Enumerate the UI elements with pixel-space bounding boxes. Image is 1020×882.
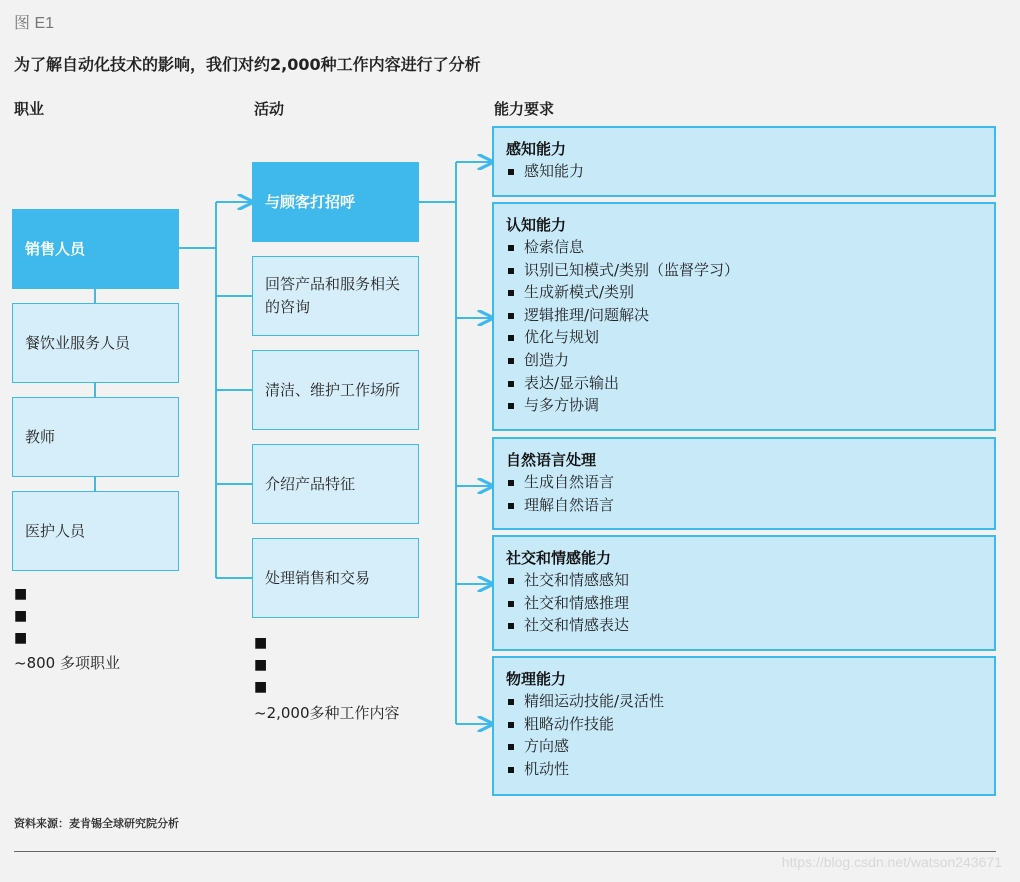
occupation-box-food-service	[12, 303, 179, 383]
activity-label: 介绍产品特征	[265, 474, 356, 493]
capability-title: 感知能力	[506, 140, 567, 158]
activity-box-demo-products	[252, 444, 419, 524]
activities-ellipsis: ■ ■ ■	[254, 635, 268, 695]
capability-item: 理解自然语言	[506, 494, 982, 517]
capability-item: 优化与规划	[506, 326, 982, 349]
occupations-ellipsis: ■ ■ ■	[14, 586, 28, 646]
capability-item: 粗略动作技能	[506, 713, 982, 736]
activities-more-label: ~2,000多种工作内容	[254, 704, 400, 722]
figure-title: 为了解自动化技术的影响，我们对约2,000种工作内容进行了分析	[14, 55, 481, 74]
footer-divider	[14, 851, 996, 852]
capability-item: 创造力	[506, 349, 982, 372]
capability-item: 表达/显示输出	[506, 372, 982, 395]
capability-item: 与多方协调	[506, 394, 982, 417]
occupations-more-label: ~800 多项职业	[14, 654, 120, 672]
occupation-box-teacher	[12, 397, 179, 477]
column-header-activities: 活动	[254, 100, 285, 118]
capability-title: 物理能力	[506, 670, 567, 688]
capability-title: 自然语言处理	[506, 451, 597, 469]
capability-title: 社交和情感能力	[506, 549, 612, 567]
activity-box-greet-customers	[252, 162, 419, 242]
capability-item: 社交和情感推理	[506, 592, 982, 615]
capability-item: 社交和情感感知	[506, 569, 982, 592]
figure-label: 图 E1	[14, 15, 55, 32]
capability-box-nlp	[492, 437, 996, 530]
activity-label: 清洁、维护工作场所	[265, 380, 401, 399]
activity-box-answer-questions	[252, 256, 419, 336]
capability-item: 社交和情感表达	[506, 614, 982, 637]
occupation-label: 医护人员	[25, 521, 86, 540]
activity-label: 与顾客打招呼	[265, 192, 356, 211]
capability-item: 精细运动技能/灵活性	[506, 690, 982, 713]
capability-item: 感知能力	[506, 160, 982, 183]
occupation-label: 教师	[25, 427, 56, 446]
occupation-box-medical	[12, 491, 179, 571]
capability-item: 逻辑推理/问题解决	[506, 304, 982, 327]
capability-item: 机动性	[506, 758, 982, 781]
capability-item: 检索信息	[506, 236, 982, 259]
capability-title: 认知能力	[506, 216, 567, 234]
capability-item: 生成新模式/类别	[506, 281, 982, 304]
occupation-box-salesperson	[12, 209, 179, 289]
activity-box-process-sales	[252, 538, 419, 618]
capability-box-perception	[492, 126, 996, 197]
activity-label: 处理销售和交易	[265, 568, 371, 587]
capability-item: 方向感	[506, 735, 982, 758]
source-note: 资料来源：麦肯锡全球研究院分析	[14, 817, 179, 830]
column-header-occupations: 职业	[14, 100, 45, 118]
capability-item: 生成自然语言	[506, 471, 982, 494]
watermark: https://blog.csdn.net/watson243671	[781, 854, 1002, 870]
capability-box-cognition	[492, 202, 996, 431]
capability-box-physical	[492, 656, 996, 796]
occupation-label: 销售人员	[25, 239, 86, 258]
capability-item: 识别已知模式/类别（监督学习）	[506, 259, 982, 282]
activity-label: 回答产品和服务相关的咨询	[265, 275, 401, 316]
activity-box-clean-workplace	[252, 350, 419, 430]
capability-box-social-emotional	[492, 535, 996, 651]
occupation-label: 餐饮业服务人员	[25, 333, 131, 352]
column-header-capabilities: 能力要求	[494, 100, 555, 118]
